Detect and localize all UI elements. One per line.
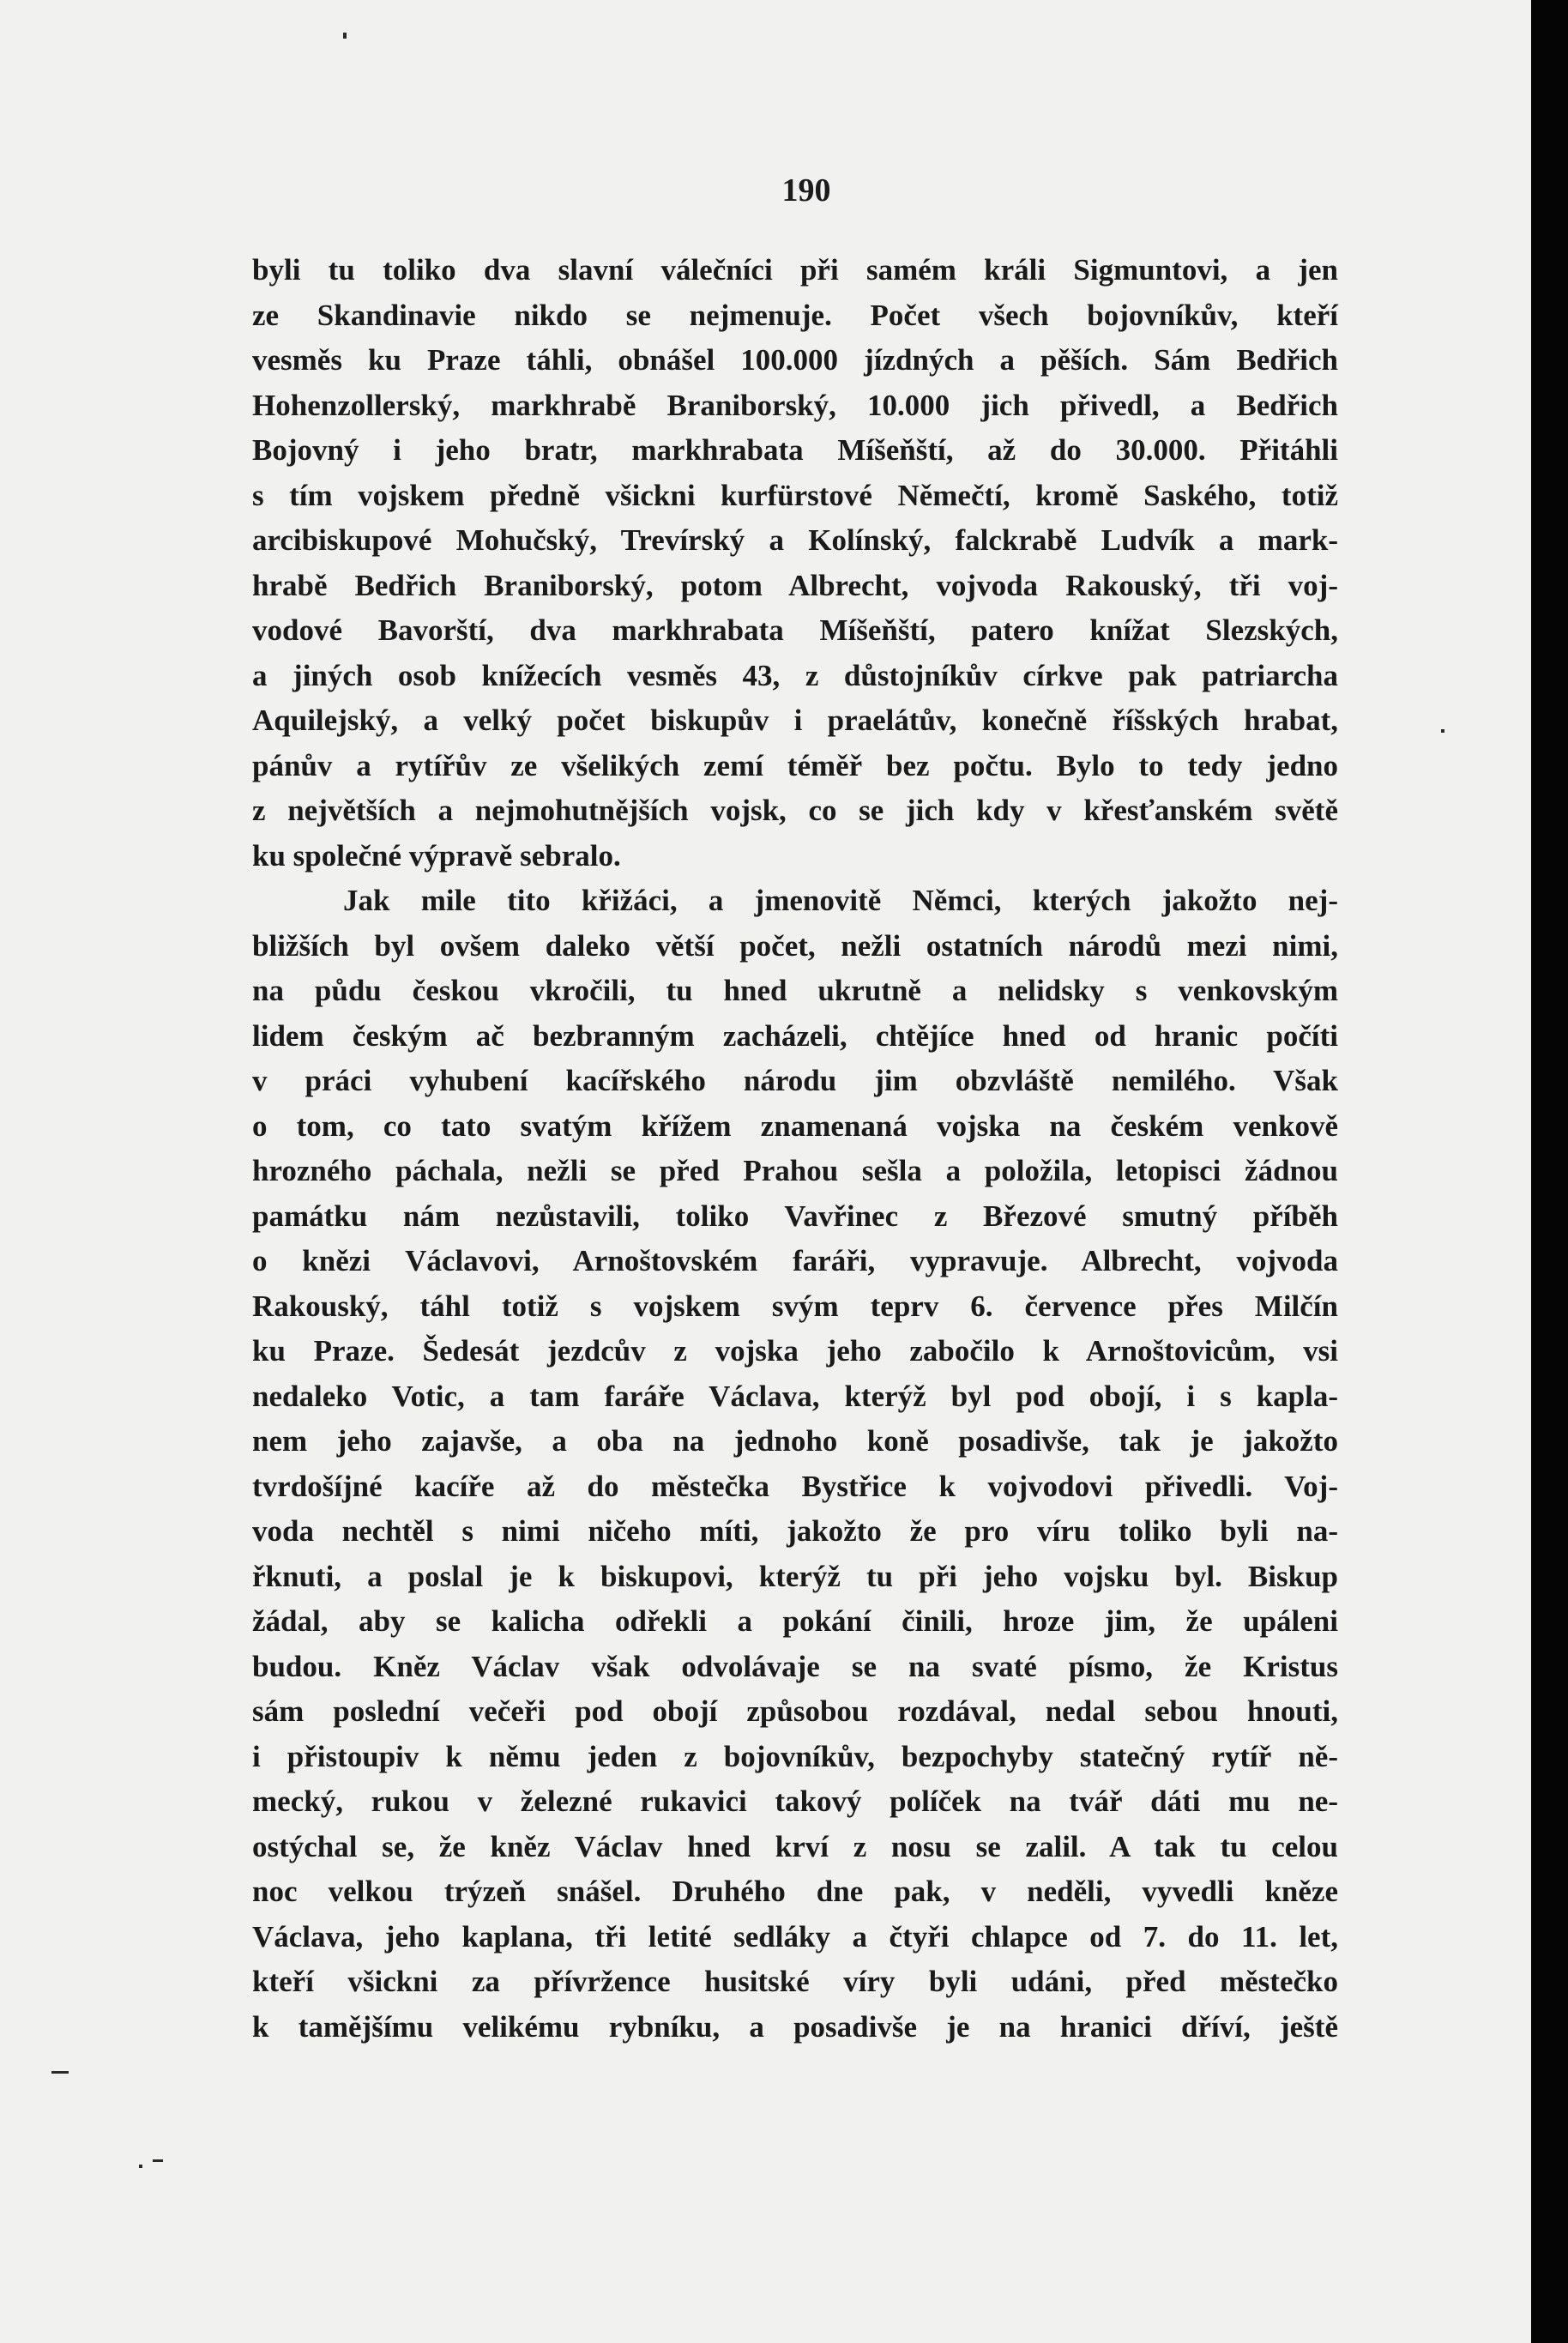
text-line: ostýchal se, že kněz Václav hned krví z nosu se zalil. A tak tu celou bbox=[252, 1829, 1338, 1863]
text-line: tvrdošíjné kacíře až do městečka Bystřice k vojvodovi přivedli. Voj- bbox=[252, 1469, 1338, 1503]
text-line: a jiných osob knížecích vesměs 43, z důstojníkův církve pak patriarcha bbox=[252, 658, 1338, 692]
text-line: z největších a nejmohutnějších vojsk, co se jich kdy v křesťanském světě bbox=[252, 794, 1338, 827]
text-line: mecký, rukou v železné rukavici takový políček na tvář dáti mu ne- bbox=[252, 1784, 1338, 1818]
paragraph-end-line: ku společné výpravě sebralo. bbox=[252, 838, 621, 873]
text-line: noc velkou trýzeň snášel. Druhého dne pak, v neděli, vyvedli kněze bbox=[252, 1875, 1338, 1908]
text-line: ze Skandinavie nikdo se nejmenuje. Počet všech bojovníkův, kteří bbox=[252, 298, 1338, 332]
text-line: nem jeho zajavše, a oba na jednoho koně posadivše, tak je jakožto bbox=[252, 1424, 1338, 1458]
text-line: vodové Bavorští, dva markhrabata Míšeňští, patero knížat Slezských, bbox=[252, 613, 1338, 647]
text-line: arcibiskupové Mohučský, Trevírský a Kolínský, falckrabě Ludvík a mark- bbox=[252, 523, 1338, 557]
text-line: hrozného páchala, nežli se před Prahou sešla a položila, letopisci žádnou bbox=[252, 1154, 1338, 1187]
body-text bbox=[252, 248, 1338, 2050]
text-line: budou. Kněz Václav však odvolávaje se na svaté písmo, že Kristus bbox=[252, 1649, 1338, 1683]
text-line: v práci vyhubení kacířského národu jim obzvláště nemilého. Však bbox=[252, 1064, 1338, 1097]
text-line: Hohenzollerský, markhrabě Braniborský, 10.000 jich přivedl, a Bedřich bbox=[252, 388, 1338, 422]
text-line: nedaleko Votic, a tam faráře Václava, kterýž byl pod obojí, i s kapla- bbox=[252, 1379, 1338, 1413]
text-line: řknuti, a poslal je k biskupovi, kterýž tu při jeho vojsku byl. Biskup bbox=[252, 1559, 1338, 1593]
text-line: vesměs ku Praze táhli, obnášel 100.000 jízdných a pěších. Sám Bedřich bbox=[252, 343, 1338, 377]
text-line: hrabě Bedřich Braniborský, potom Albrecht, vojvoda Rakouský, tři voj- bbox=[252, 568, 1338, 602]
scan-speck bbox=[139, 2165, 142, 2168]
scan-speck bbox=[51, 2071, 69, 2074]
scan-speck bbox=[343, 33, 347, 39]
page-number: 190 bbox=[781, 172, 831, 208]
scan-edge-strip bbox=[1531, 0, 1568, 2343]
text-line: Aquilejský, a velký počet biskupův i praelátův, konečně říšských hrabat, bbox=[252, 704, 1338, 737]
text-line: na půdu českou vkročili, tu hned ukrutně a nelidsky s venkovským bbox=[252, 974, 1338, 1007]
text-line: sám poslední večeři pod obojí způsobou rozdával, nedal sebou hnouti, bbox=[252, 1694, 1338, 1728]
text-line: k tamějšímu velikému rybníku, a posadivše je na hranici dříví, ještě bbox=[252, 2009, 1338, 2044]
text-line: Václava, jeho kaplana, tři letité sedláky a čtyři chlapce od 7. do 11. let, bbox=[252, 1919, 1338, 1954]
text-line: bližších byl ovšem daleko větší počet, nežli ostatních národů mezi nimi, bbox=[252, 928, 1338, 963]
paragraph-first-line: Jak mile tito křižáci, a jmenovitě Němci, kterých jakožto nej- bbox=[343, 884, 1338, 917]
text-line: ku Praze. Šedesát jezdcův z vojska jeho zabočilo k Arnoštovicům, vsi bbox=[252, 1334, 1338, 1368]
text-line: památku nám nezůstavili, toliko Vavřinec z Březové smutný příběh bbox=[252, 1199, 1338, 1233]
text-line: kteří všickni za přívržence husitské víry byli udáni, před městečko bbox=[252, 1965, 1338, 1998]
text-line: Bojovný i jeho bratr, markhrabata Míšeňští, až do 30.000. Přitáhli bbox=[252, 433, 1338, 467]
text-line: pánův a rytířův ze všelikých zemí téměř bez počtu. Bylo to tedy jedno bbox=[252, 748, 1338, 782]
scan-speck bbox=[1441, 729, 1444, 733]
text-line: Rakouský, táhl totiž s vojskem svým teprv 6. července přes Milčín bbox=[252, 1289, 1338, 1323]
text-line: byli tu toliko dva slavní válečníci při samém králi Sigmuntovi, a jen bbox=[252, 253, 1338, 287]
text-line: i přistoupiv k němu jeden z bojovníkův, bezpochyby statečný rytíř ně- bbox=[252, 1739, 1338, 1773]
text-line: voda nechtěl s nimi ničeho míti, jakožto že pro víru toliko byli na- bbox=[252, 1514, 1338, 1548]
scan-speck bbox=[153, 2159, 163, 2162]
text-line: s tím vojskem předně všickni kurfürstové Němečtí, kromě Saského, totiž bbox=[252, 478, 1338, 512]
text-line: žádal, aby se kalicha odřekli a pokání činili, hroze jim, že upáleni bbox=[252, 1604, 1338, 1638]
text-line: lidem českým ač bezbranným zacházeli, chtějíce hned od hranic počíti bbox=[252, 1018, 1338, 1053]
text-line: o knězi Václavovi, Arnoštovském faráři, vypravuje. Albrecht, vojvoda bbox=[252, 1244, 1338, 1277]
text-line: o tom, co tato svatým křížem znamenaná vojska na českém venkově bbox=[252, 1108, 1338, 1143]
